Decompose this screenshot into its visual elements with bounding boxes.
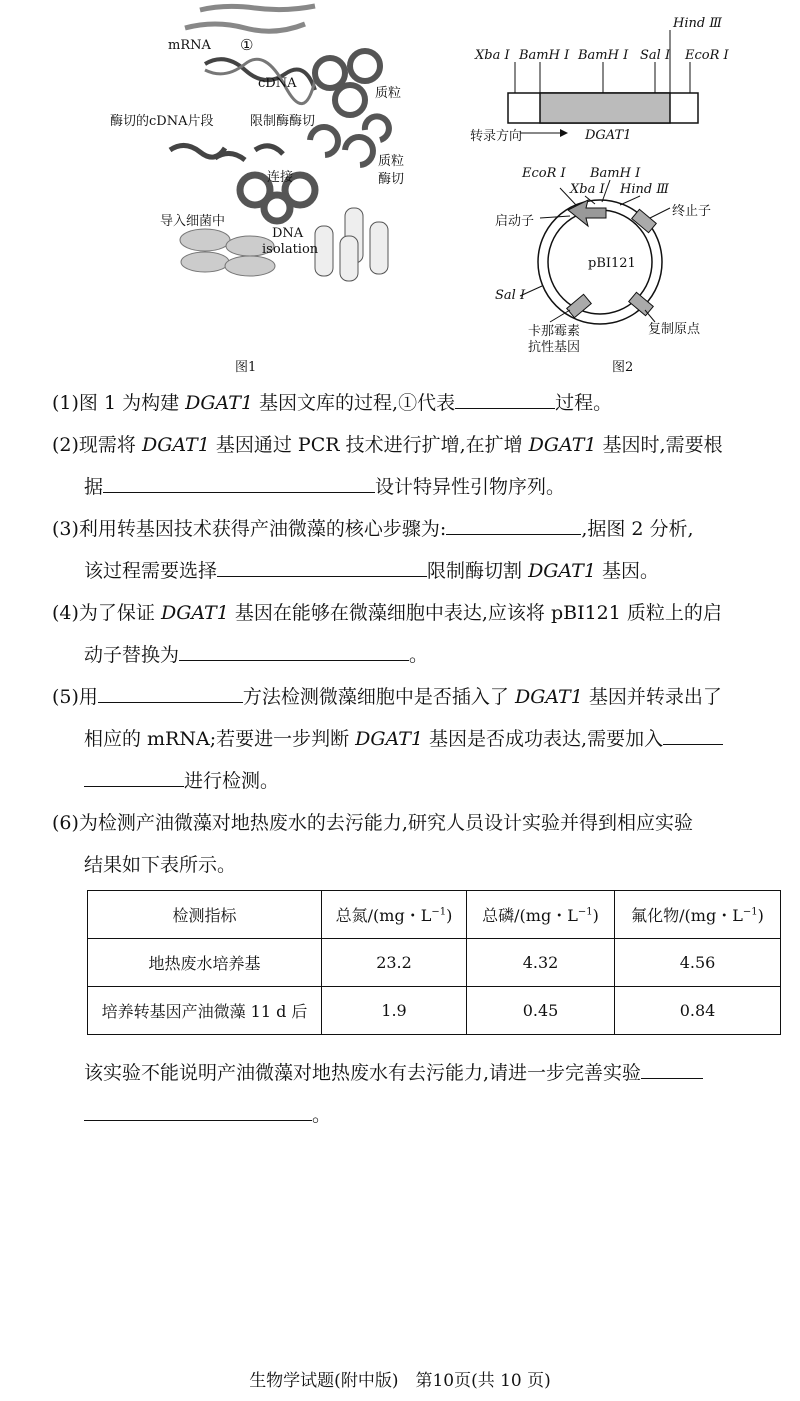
label-plasmid-pbi121: pBI121 [588,256,636,271]
site-label-ecor: EcoR Ⅰ [685,48,729,63]
site-label-hind: Hind Ⅲ [673,16,722,31]
label-dna: DNA [272,226,304,241]
promoter-arrow-icon [568,200,606,226]
label-plasmid: 质粒 [375,86,402,101]
label-restriction: 限制酶酶切 [250,114,316,129]
question-4: (4)为了保证 DGAT1 基因在能够在微藻细胞中表达,应该将 pBI121 质粒上的启 动子替换为 。 [52,602,722,666]
label-gene-dgat1: DGAT1 [585,128,632,143]
table-cell: 0.84 [615,987,781,1035]
pointer-line [620,196,640,205]
answer-blank-q5-2b[interactable] [84,760,184,787]
plasmid-ring-icon [315,58,345,88]
label-isolation: isolation [262,242,319,257]
pointer-line [650,208,670,218]
answer-blank-q1[interactable] [455,382,555,409]
label-kanamycin-2: 抗性基因 [528,340,581,355]
label-terminator: 终止子 [672,204,712,219]
table-cell: 培养转基因产油微藻 11 d 后 [88,987,322,1035]
bacterium-icon [225,256,275,276]
table-row [88,987,781,1035]
cut-plasmid-icon [365,116,389,140]
table-header: 检测指标 [88,891,322,939]
answer-blank-q5-2a[interactable] [663,718,723,745]
figure-2-caption: 图2 [612,360,634,375]
label-promoter: 启动子 [495,214,535,229]
question-3: (3)利用转基因技术获得产油微藻的核心步骤为: ,据图 2 分析, 该过程需要选择 限制酶切割 DGAT1 基因。 [52,508,780,592]
figure-1-caption: 图1 [235,360,257,375]
test-tube-icon [340,236,358,281]
question-5: (5)用 方法检测微藻细胞中是否插入了 DGAT1 基因并转录出了 相应的 mRNA;若要进一步判断 DGAT1 基因是否成功表达,需要加入 进行检测。 [52,676,780,802]
label-plasmid-cut-2: 酶切 [378,172,405,187]
label-origin: 复制原点 [648,322,701,337]
gene-dgat1-region [540,93,670,123]
table-header: 总氮/(mg・$L^{-1}$) [322,891,467,939]
site-label-bamh-1: BamH Ⅰ [519,48,570,63]
table-cell: 地热废水培养基 [88,939,322,987]
plasmid-site-sal: Sal Ⅰ [495,288,526,303]
dna-fragment-icon [215,153,245,160]
plasmid-ring-icon [350,51,380,81]
answer-blank-q4[interactable] [179,634,409,661]
answer-blank-q6-a[interactable] [641,1052,703,1079]
question-2: (2)现需将 DGAT1 基因通过 PCR 技术进行扩增,在扩增 DGAT1 基因时,需要根 据 设计特异性引物序列。 [52,434,723,498]
pointer-line [540,216,570,218]
origin-block-icon [629,292,654,315]
table-row [88,939,781,987]
table-cell: 4.56 [615,939,781,987]
results-table [87,890,781,1035]
test-tube-icon [370,222,388,274]
recombinant-plasmid-icon [264,195,290,221]
label-transform: 导入细菌中 [160,214,226,229]
question-1: (1)图 1 为构建 DGAT1 基因文库的过程,①代表 过程。 [52,382,780,424]
label-ligate: 连接 [267,170,294,185]
plasmid-site-hind: Hind Ⅲ [620,182,669,197]
label-mrna: mRNA [168,38,211,53]
answer-blank-q2[interactable] [103,466,375,493]
conclusion: 该实验不能说明产油微藻对地热废水有去污能力,请进一步完善实验 。 [84,1052,784,1136]
arrow-head-icon [560,129,568,137]
table-cell: 23.2 [322,939,467,987]
dna-fragment-icon [255,146,283,154]
table-cell: 1.9 [322,987,467,1035]
plasmid-site-bamh: BamH Ⅰ [590,166,641,181]
site-label-sal: Sal Ⅰ [640,48,671,63]
site-label-bamh-2: BamH Ⅰ [578,48,629,63]
mrna-strand-icon [200,6,315,10]
table-header-row [88,891,781,939]
label-cdna: cDNA [258,76,297,91]
answer-blank-q3-1[interactable] [446,508,581,535]
plasmid-ring-icon [335,85,365,115]
kanamycin-block-icon [567,294,592,317]
table-header: 总磷/(mg・$L^{-1}$) [467,891,615,939]
mrna-strand-icon [185,24,305,31]
label-fragment: 酶切的cDNA片段 [110,114,214,129]
table-cell: 4.32 [467,939,615,987]
bacterium-icon [181,252,229,272]
table-cell: 0.45 [467,987,615,1035]
cut-plasmid-icon [345,137,373,165]
plasmid-site-xba: Xba Ⅰ [570,182,605,197]
answer-blank-q5-1[interactable] [98,676,243,703]
label-kanamycin-1: 卡那霉素 [528,324,581,339]
plasmid-site-ecor: EcoR Ⅰ [522,166,566,181]
bacterium-icon [180,229,230,251]
label-step-1: ① [240,36,254,54]
question-6: (6)为检测产油微藻对地热废水的去污能力,研究人员设计实验并得到相应实验 结果如下表所示。 [52,812,693,876]
cut-plasmid-icon [310,127,338,155]
answer-blank-q6-b[interactable] [84,1094,312,1121]
label-transcription-direction: 转录方向 [470,129,523,144]
page-footer: 生物学试题(附中版) 第10页(共 10 页) [249,1371,551,1391]
answer-blank-q3-2[interactable] [217,550,427,577]
label-plasmid-cut-1: 质粒 [378,154,405,169]
table-header: 氟化物/(mg・$L^{-1}$) [615,891,781,939]
site-label-xba: Xba Ⅰ [475,48,510,63]
